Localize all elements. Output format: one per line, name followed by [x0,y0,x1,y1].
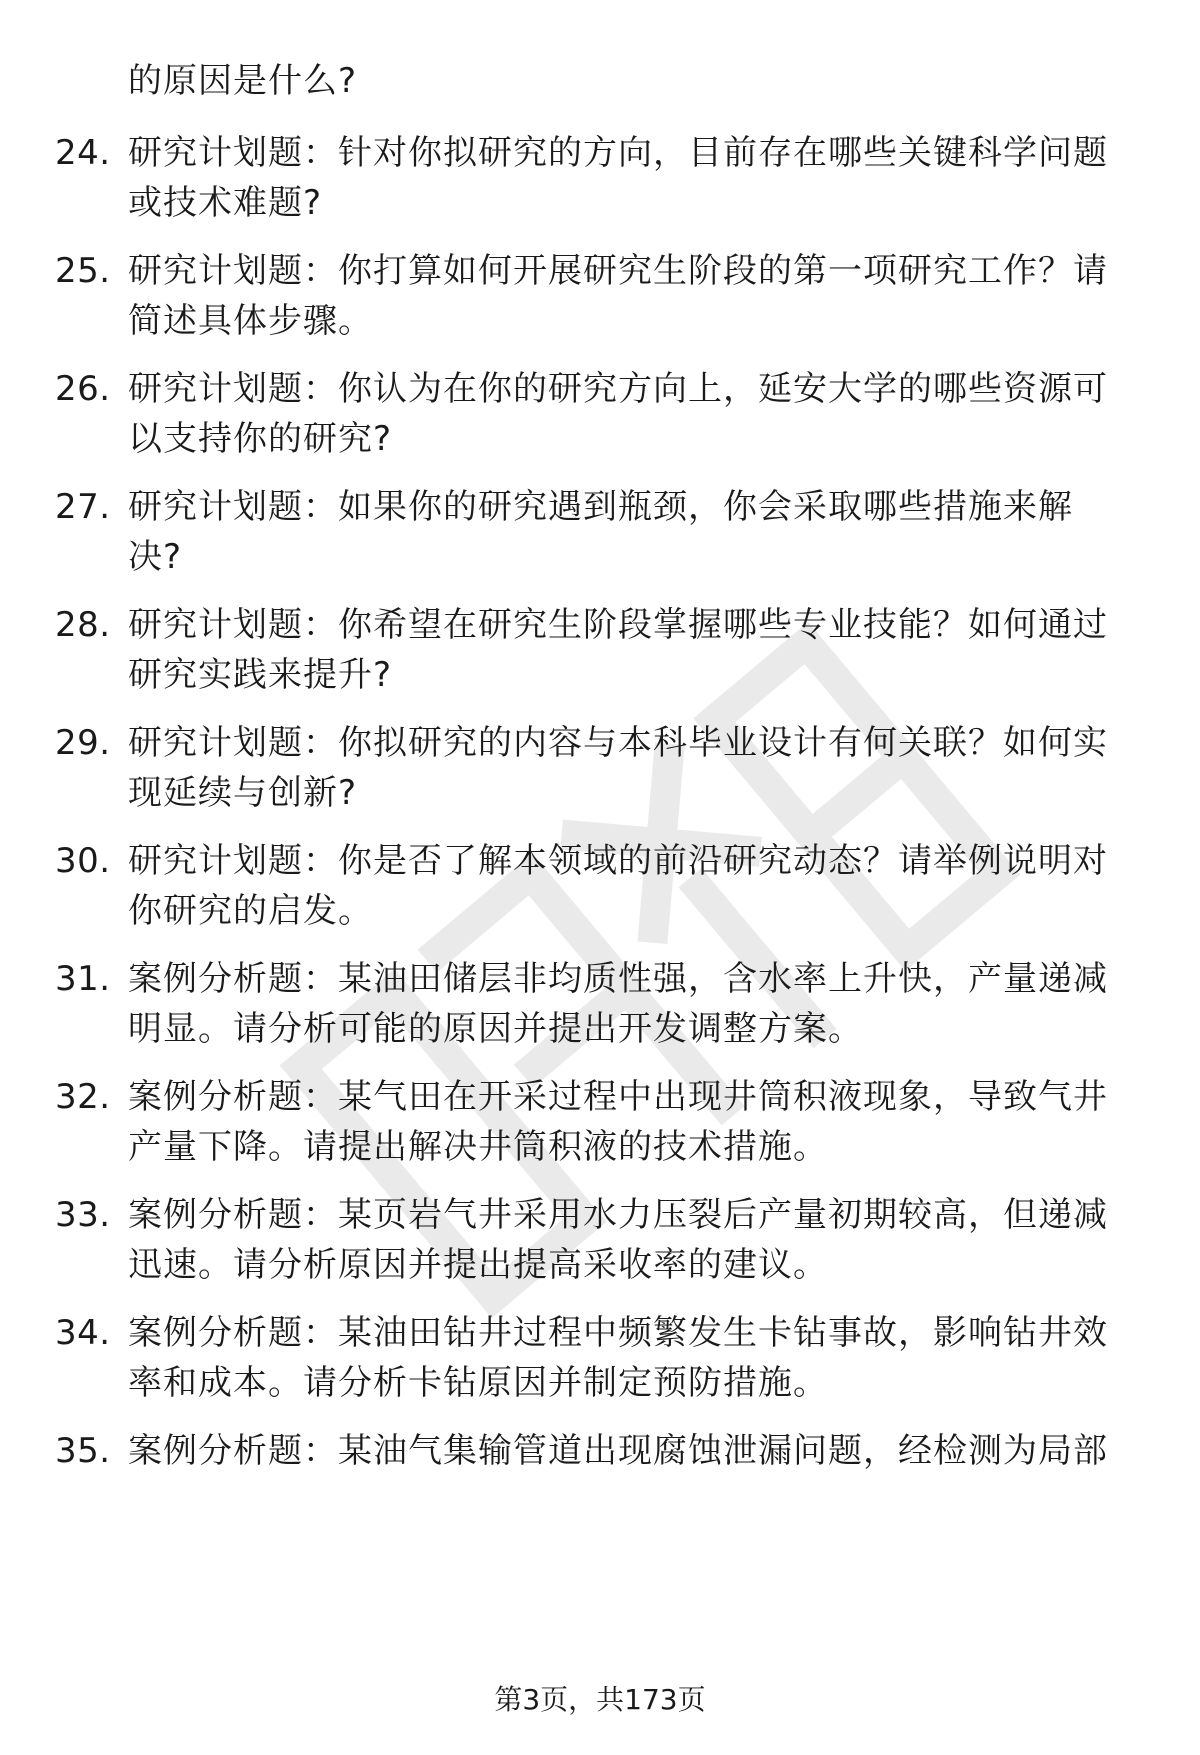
item-text-line-1: 研究计划题：如果你的研究遇到瓶颈，你会采取哪些措施来解 [128,487,1073,527]
item-text-line-1: 研究计划题：你拟研究的内容与本科毕业设计有何关联？如何实 [128,723,1108,763]
item-text-line-1: 研究计划题：你希望在研究生阶段掌握哪些专业技能？如何通过 [128,605,1108,645]
item-text-line-1: 研究计划题：你是否了解本领域的前沿研究动态？请举例说明对 [128,841,1108,881]
item-number: 31. [55,959,111,999]
item-text-line-2: 明显。请分析可能的原因并提出开发调整方案。 [128,1009,863,1049]
item-text-line-2: 简述具体步骤。 [128,301,373,341]
item-number: 25. [55,251,111,291]
item-number: 33. [55,1195,111,1235]
item-text-line-2: 率和成本。请分析卡钻原因并制定预防措施。 [128,1363,828,1403]
item-text-line-1: 案例分析题：某气田在开采过程中出现井筒积液现象，导致气井 [128,1077,1108,1117]
item-number: 30. [55,841,111,881]
item-text-line-2: 以支持你的研究? [128,419,393,459]
item-number: 24. [55,133,111,173]
item-number: 35. [55,1431,111,1471]
item-number: 29. [55,723,111,763]
item-number: 26. [55,369,111,409]
item-text-line-2: 你研究的启发。 [128,891,373,931]
continuation-text: 的原因是什么? [128,61,358,101]
item-number: 27. [55,487,111,527]
item-text-line-1: 研究计划题：针对你拟研究的方向，目前存在哪些关键科学问题 [128,133,1108,173]
item-text-line-1: 研究计划题：你打算如何开展研究生阶段的第一项研究工作？请 [128,251,1108,291]
item-text-line-2: 现延续与创新? [128,773,358,813]
item-number: 34. [55,1313,111,1353]
page-footer: 第3页，共173页 [494,1683,706,1716]
item-text-line-1: 案例分析题：某页岩气井采用水力压裂后产量初期较高，但递减 [128,1195,1108,1235]
item-text-line-2: 或技术难题? [128,183,323,223]
item-text-line-1: 研究计划题：你认为在你的研究方向上，延安大学的哪些资源可 [128,369,1108,409]
item-text-line-2: 研究实践来提升? [128,655,393,695]
item-number: 32. [55,1077,111,1117]
item-number: 28. [55,605,111,645]
item-text-line-2: 迅速。请分析原因并提出提高采收率的建议。 [128,1245,828,1285]
item-text-line-2: 决? [128,537,183,577]
item-text-line-1: 案例分析题：某油田储层非均质性强，含水率上升快，产量递减 [128,959,1108,999]
item-text-line-2: 产量下降。请提出解决井筒积液的技术措施。 [128,1127,828,1167]
item-text-line-1: 案例分析题：某油田钻井过程中频繁发生卡钻事故，影响钻井效 [128,1313,1108,1353]
item-text-line-1: 案例分析题：某油气集输管道出现腐蚀泄漏问题，经检测为局部 [128,1431,1108,1471]
